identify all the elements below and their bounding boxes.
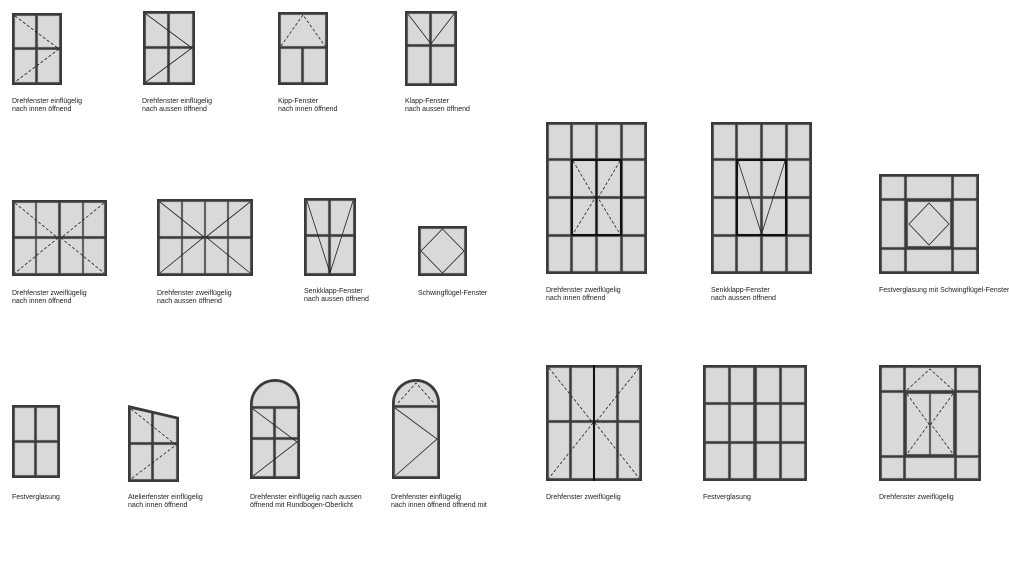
caption: Schwingflügel-Fenster xyxy=(418,290,488,297)
caption: Festverglasung xyxy=(703,494,751,501)
caption: Drehfenster einflügelig nach innen öffnend öffnend mit xyxy=(391,494,487,509)
window-drawing xyxy=(546,365,642,481)
caption: Festverglasung mit Schwingflügel-Fenster xyxy=(879,287,1009,294)
window-drawing xyxy=(392,379,440,479)
window-drawing xyxy=(879,365,981,481)
caption: Drehfenster einflügelig nach aussen öffnend xyxy=(142,98,213,113)
window-drawing xyxy=(711,122,812,274)
window-drawing xyxy=(703,365,807,481)
window-drawing xyxy=(418,226,467,276)
window-drawing xyxy=(157,199,253,276)
caption: Drehfenster zweiflügelig nach aussen öffnend xyxy=(157,290,232,305)
window-drawing xyxy=(12,200,107,276)
caption: Senkklapp-Fenster nach aussen öffnend xyxy=(711,287,776,302)
window-drawing xyxy=(128,405,179,482)
caption: Drehfenster zweiflügelig xyxy=(879,494,954,501)
caption: Atelierfenster einflügelig nach innen öffnend xyxy=(128,494,203,509)
window-drawing xyxy=(304,198,356,276)
caption: Kipp-Fenster nach innen öffnend xyxy=(278,98,338,113)
caption: Senkklapp-Fenster nach aussen öffnend xyxy=(304,288,369,303)
caption: Drehfenster einflügelig nach aussen öffnend mit Rundbogen-Oberlicht xyxy=(250,494,362,509)
caption: Drehfenster zweiflügelig nach innen öffnend xyxy=(12,290,87,305)
window-drawing xyxy=(12,405,60,478)
caption: Klapp-Fenster nach aussen öffnend xyxy=(405,98,470,113)
caption: Drehfenster zweiflügelig nach innen öffnend xyxy=(546,287,621,302)
window-drawing xyxy=(250,379,300,479)
caption: Drehfenster einflügelig nach innen öffnend xyxy=(12,98,83,113)
window-drawing xyxy=(278,12,328,85)
window-drawing xyxy=(405,11,457,86)
caption: Drehfenster zweiflügelig xyxy=(546,494,621,501)
window-drawing xyxy=(546,122,647,274)
window-drawing xyxy=(143,11,195,85)
caption: Festverglasung xyxy=(12,494,60,501)
window-drawing xyxy=(12,13,62,85)
window-drawing xyxy=(879,174,979,274)
